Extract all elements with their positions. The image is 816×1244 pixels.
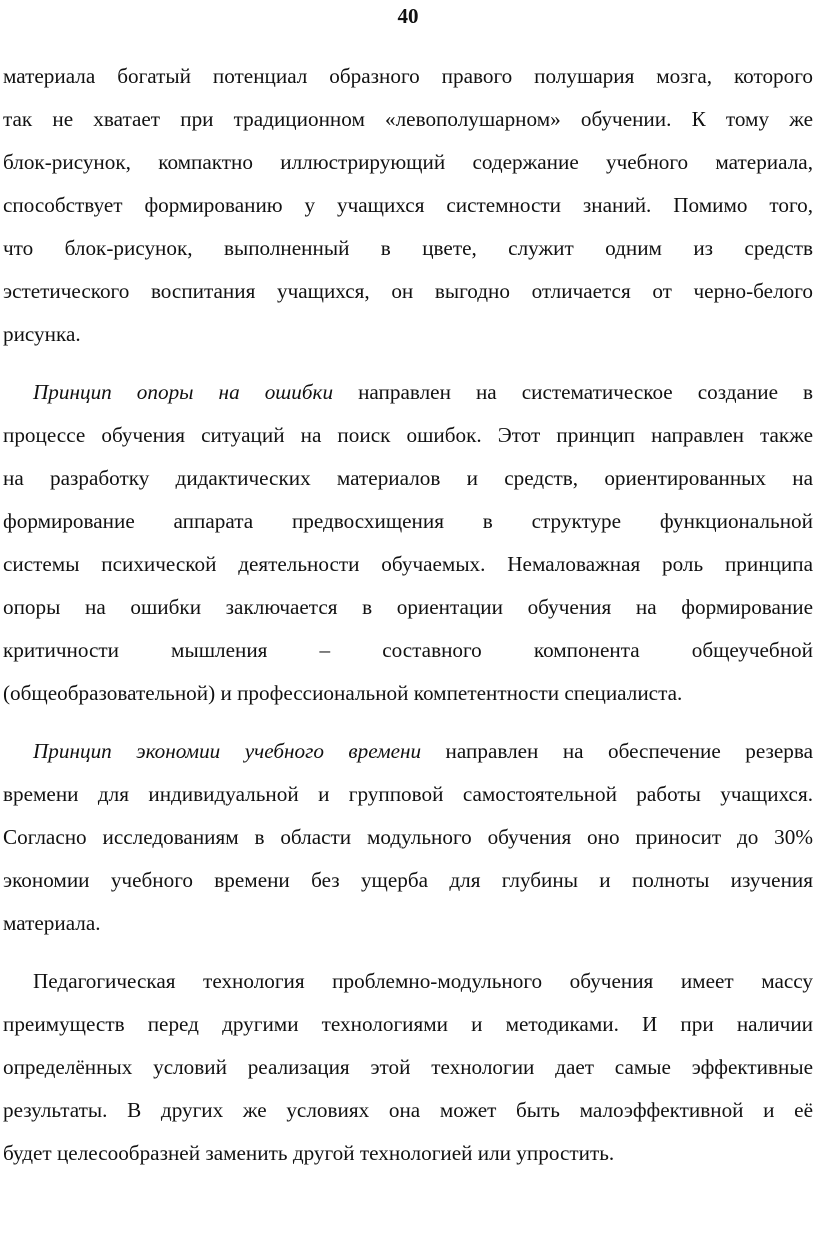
text-line: экономии учебного времени без ущерба для глубины и полноты изучения xyxy=(3,868,813,892)
text-line: процессе обучения ситуаций на поиск ошибок. Этот принцип направлен также xyxy=(3,423,813,447)
text-line: опоры на ошибки заключается в ориентации обучения на формирование xyxy=(3,595,813,619)
text-line: будет целесообразней заменить другой технологией или упростить. xyxy=(3,1141,615,1165)
paragraph-1 xyxy=(3,55,813,356)
text-line: что блок-рисунок, выполненный в цвете, служит одним из средств xyxy=(3,236,813,260)
page-number: 40 xyxy=(397,4,419,28)
text-line: рисунка. xyxy=(3,322,81,346)
italic-term: Принцип экономии учебного времени xyxy=(33,739,422,763)
text-line: результаты. В других же условиях она может быть малоэффективной и её xyxy=(3,1098,813,1122)
text-line: материала богатый потенциал образного правого полушария мозга, которого xyxy=(3,64,813,88)
text-line: способствует формированию у учащихся системности знаний. Помимо того, xyxy=(3,193,813,217)
text-line: формирование аппарата предвосхищения в структуре функциональной xyxy=(3,509,813,533)
text-line: (общеобразовательной) и профессиональной компетентности специалиста. xyxy=(3,681,683,705)
text-line xyxy=(3,371,813,414)
text-line: Согласно исследованиям в области модульного обучения оно приносит до 30% xyxy=(3,825,813,849)
paragraph-4 xyxy=(3,960,813,1175)
italic-term: Принцип опоры на ошибки xyxy=(33,380,334,404)
text-line: на разработку дидактических материалов и средств, ориентированных на xyxy=(3,466,813,490)
paragraph-2 xyxy=(3,371,813,715)
text-line: преимуществ перед другими технологиями и методиками. И при наличии xyxy=(3,1012,813,1036)
text-fragment: направлен на обеспечение резерва xyxy=(421,739,813,763)
text-fragment: направлен на систематическое создание в xyxy=(333,380,814,404)
text-line: критичности мышления – составного компонента общеучебной xyxy=(3,638,813,662)
text-line: эстетического воспитания учащихся, он выгодно отличается от черно-белого xyxy=(3,279,813,303)
text-line: определённых условий реализация этой технологии дает самые эффективные xyxy=(3,1055,813,1079)
text-line: Педагогическая технология проблемно-модульного обучения имеет массу xyxy=(33,969,813,993)
text-line: времени для индивидуальной и групповой самостоятельной работы учащихся. xyxy=(3,782,813,806)
paragraph-3 xyxy=(3,730,813,945)
text-line: блок-рисунок, компактно иллюстрирующий содержание учебного материала, xyxy=(3,150,813,174)
text-line xyxy=(3,730,813,773)
text-line: так не хватает при традиционном «левополушарном» обучении. К тому же xyxy=(3,107,813,131)
text-line: системы психической деятельности обучаемых. Немаловажная роль принципа xyxy=(3,552,813,576)
body-text xyxy=(3,55,813,1190)
text-line: материала. xyxy=(3,911,101,935)
